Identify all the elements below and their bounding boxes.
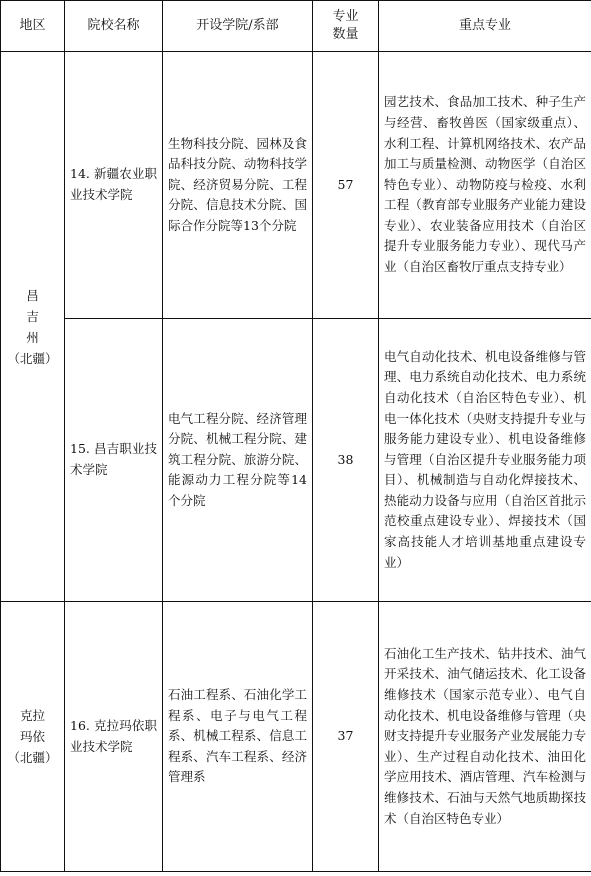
region-cell-karamay (1, 602, 65, 872)
header-count-line-1: 专业 (332, 9, 359, 24)
region-line: 昌 (26, 287, 39, 303)
major-count: 37 (313, 602, 379, 872)
header-region: 地区 (1, 1, 65, 52)
region-line: （北疆） (7, 750, 58, 765)
major-count: 38 (313, 319, 379, 602)
table-row (1, 319, 591, 602)
school-name: 15. 昌吉职业技术学院 (65, 319, 163, 602)
region-line: 吉 (26, 308, 39, 324)
header-count (313, 1, 379, 52)
region-line: （北疆） (7, 350, 58, 366)
key-majors: 电气自动化技术、机电设备维修与管理、电力系统自动化技术、电力系统自动化技术（自治区特色专业）、机电一体化技术（央财支持提升专业与服务能力建设专业）、机电设备维修与管理（自治区提升专业服务能力项目）、机械制造与自动化焊接技术、热能动力设备与应用（自治区首批示范校重点建设专业）、焊接技术（国家高技能人才培训基地重点建设专业） (379, 319, 591, 602)
header-count-line-2: 数量 (332, 27, 359, 42)
header-school: 院校名称 (65, 1, 163, 52)
header-majors: 重点专业 (379, 1, 591, 52)
region-line: 州 (26, 329, 39, 345)
region-line: 克拉 (19, 708, 45, 723)
key-majors: 石油化工生产技术、钻井技术、油气开采技术、油气储运技术、化工设备维修技术（国家示范专业）、电气自动化技术、机电设备维修与管理（央财支持提升专业服务产业发展能力专业）、生产过程自动化技术、油田化学应用技术、酒店管理、汽车检测与维修技术、石油与天然气地质勘探技术（自治区特色专业） (379, 602, 591, 872)
departments: 电气工程分院、经济管理分院、机械工程分院、建筑工程分院、旅游分院、能源动力工程分院等14个分院 (163, 319, 313, 602)
departments: 生物科技分院、园林及食品科技分院、动物科技学院、经济贸易分院、工程分院、信息技术分院、国际合作分院等13个分院 (163, 52, 313, 319)
major-count: 57 (313, 52, 379, 319)
departments: 石油工程系、石油化学工程系、电子与电气工程系、机械工程系、信息工程系、汽车工程系、经济管理系 (163, 602, 313, 872)
header-departments: 开设学院/系部 (163, 1, 313, 52)
table-row (1, 602, 591, 872)
header-row (1, 1, 591, 52)
region-cell-changji (1, 52, 65, 602)
school-name: 16. 克拉玛依职业技术学院 (65, 602, 163, 872)
region-line: 玛依 (19, 729, 45, 744)
key-majors: 园艺技术、食品加工技术、种子生产与经营、畜牧兽医（国家级重点）、水利工程、计算机网络技术、农产品加工与质量检测、动物医学（自治区特色专业）、动物防疫与检疫、水利工程（教育部专业服务产业能力建设专业）、农业装备应用技术（自治区提升专业服务能力专业）、现代马产业（自治区畜牧厅重点支持专业） (379, 52, 591, 319)
table-row (1, 52, 591, 319)
school-name: 14. 新疆农业职业技术学院 (65, 52, 163, 319)
